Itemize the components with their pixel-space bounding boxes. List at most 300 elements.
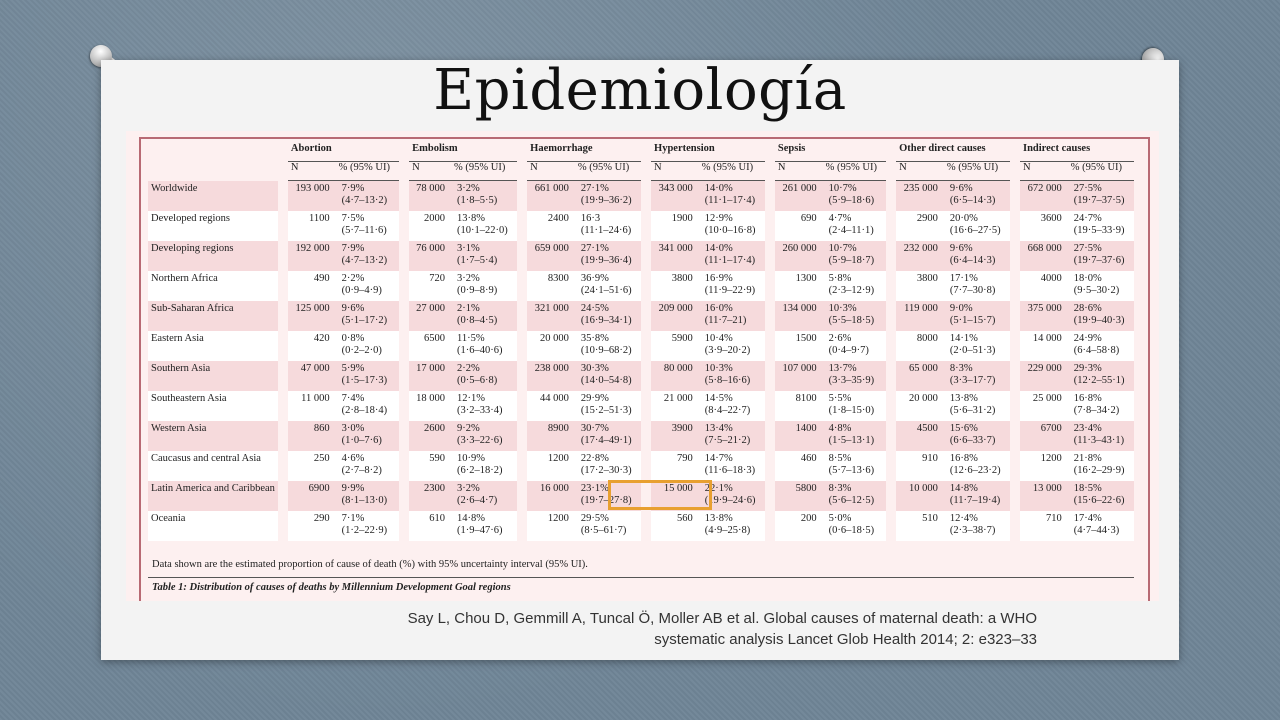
- cell-spacer: [886, 301, 896, 331]
- uncertainty-interval: (1·8–5·5): [457, 195, 498, 206]
- uncertainty-interval: (5·1–17·2): [341, 315, 388, 326]
- cell-spacer: [886, 361, 896, 391]
- percent-value: 14·1%: [949, 333, 978, 344]
- percent-value: 10·3%: [828, 303, 857, 314]
- uncertainty-interval: (14·0–54·8): [580, 375, 632, 386]
- header-spacer: [765, 143, 775, 162]
- percent-value: 3·2%: [457, 483, 480, 494]
- percent-cell: [451, 211, 517, 241]
- percent-value: 5·8%: [828, 273, 852, 284]
- uncertainty-interval: (6·4–58·8): [1073, 345, 1120, 356]
- table-row: [148, 181, 1134, 212]
- cell-spacer: [886, 451, 896, 481]
- percent-value: 2·2%: [341, 273, 365, 284]
- percent-value: 3·2%: [457, 273, 480, 284]
- region-name: Northern Africa: [148, 271, 278, 301]
- subheader-pct: % (95% UI): [336, 162, 399, 181]
- percent-value: 10·9%: [457, 453, 486, 464]
- percent-cell: [575, 451, 641, 481]
- region-name: Developed regions: [148, 211, 278, 241]
- percent-cell: [336, 451, 399, 481]
- cell-spacer: [517, 211, 527, 241]
- percent-value: 27·1%: [580, 183, 609, 194]
- cell-spacer: [399, 391, 409, 421]
- uncertainty-interval: (5·7–13·6): [828, 465, 875, 476]
- group-header: Embolism: [409, 143, 517, 162]
- percent-value: 17·4%: [1073, 513, 1102, 524]
- cell-spacer: [517, 241, 527, 271]
- percent-cell: [336, 391, 399, 421]
- region-name: Latin America and Caribbean: [148, 481, 278, 511]
- table-row: [148, 211, 1134, 241]
- percent-value: 28·6%: [1073, 303, 1102, 314]
- percent-value: 22·1%: [704, 483, 733, 494]
- cell-spacer: [1010, 271, 1020, 301]
- cell-spacer: [399, 301, 409, 331]
- percent-value: 10·3%: [704, 363, 733, 374]
- uncertainty-interval: (0·5–6·8): [457, 375, 498, 386]
- percent-value: 7·1%: [341, 513, 365, 524]
- count-cell: 192 000: [288, 241, 336, 271]
- count-cell: 15 000: [651, 481, 699, 511]
- count-cell: 20 000: [527, 331, 575, 361]
- count-cell: 1100: [288, 211, 336, 241]
- count-cell: 11 000: [288, 391, 336, 421]
- cell-spacer: [765, 511, 775, 541]
- uncertainty-interval: (5·9–18·6): [828, 195, 875, 206]
- percent-value: 14·0%: [704, 243, 733, 254]
- cell-spacer: [278, 481, 288, 511]
- uncertainty-interval: (1·0–7·6): [341, 435, 382, 446]
- table-row: [148, 271, 1134, 301]
- count-cell: 17 000: [409, 361, 451, 391]
- percent-cell: [575, 271, 641, 301]
- uncertainty-interval: (19·9–40·3): [1073, 315, 1125, 326]
- reference-citation: [250, 608, 1037, 650]
- percent-value: 9·2%: [457, 423, 480, 434]
- percent-cell: [823, 301, 886, 331]
- percent-value: 5·0%: [828, 513, 852, 524]
- cell-spacer: [399, 211, 409, 241]
- percent-cell: [336, 211, 399, 241]
- cell-spacer: [278, 511, 288, 541]
- percent-value: 10·7%: [828, 183, 857, 194]
- count-cell: 420: [288, 331, 336, 361]
- count-cell: 13 000: [1020, 481, 1068, 511]
- header-spacer: [1010, 143, 1020, 162]
- percent-cell: [823, 271, 886, 301]
- percent-value: 14·8%: [949, 483, 978, 494]
- cell-spacer: [641, 331, 651, 361]
- region-name: Southeastern Asia: [148, 391, 278, 421]
- group-header: Haemorrhage: [527, 143, 641, 162]
- count-cell: 25 000: [1020, 391, 1068, 421]
- region-subheader-blank: [148, 162, 278, 181]
- count-cell: 2400: [527, 211, 575, 241]
- subheader-n: N: [527, 162, 575, 181]
- count-cell: 260 000: [775, 241, 823, 271]
- cell-spacer: [278, 391, 288, 421]
- uncertainty-interval: (2·8–18·4): [341, 405, 388, 416]
- reference-line-1: Say L, Chou D, Gemmill A, Tuncal Ö, Moller AB et al. Global causes of maternal death: a WHO: [407, 610, 1037, 627]
- cell-spacer: [886, 331, 896, 361]
- table-row: [148, 391, 1134, 421]
- percent-cell: [575, 301, 641, 331]
- uncertainty-interval: (10·0–16·8): [704, 225, 756, 236]
- percent-value: 2·6%: [828, 333, 852, 344]
- percent-value: 9·9%: [341, 483, 365, 494]
- percent-cell: [336, 361, 399, 391]
- percent-cell: [1068, 451, 1134, 481]
- cell-spacer: [278, 451, 288, 481]
- percent-value: 35·8%: [580, 333, 609, 344]
- percent-value: 5·5%: [828, 393, 852, 404]
- count-cell: 193 000: [288, 181, 336, 212]
- count-cell: 321 000: [527, 301, 575, 331]
- count-cell: 209 000: [651, 301, 699, 331]
- percent-value: 20·0%: [949, 213, 978, 224]
- cell-spacer: [765, 331, 775, 361]
- percent-value: 0·8%: [341, 333, 365, 344]
- count-cell: 80 000: [651, 361, 699, 391]
- percent-cell: [944, 211, 1010, 241]
- uncertainty-interval: (4·7–13·2): [341, 195, 388, 206]
- cell-spacer: [765, 361, 775, 391]
- percent-cell: [823, 481, 886, 511]
- uncertainty-interval: (0·6–18·5): [828, 525, 875, 536]
- uncertainty-interval: (3·3–17·7): [949, 375, 996, 386]
- cell-spacer: [641, 421, 651, 451]
- count-cell: 10 000: [896, 481, 944, 511]
- percent-cell: [1068, 361, 1134, 391]
- percent-value: 17·1%: [949, 273, 978, 284]
- table-rule: [148, 577, 1134, 578]
- count-cell: 560: [651, 511, 699, 541]
- percent-cell: [699, 451, 765, 481]
- header-spacer: [399, 143, 409, 162]
- uncertainty-interval: (5·7–11·6): [341, 225, 387, 236]
- percent-cell: [575, 361, 641, 391]
- percent-cell: [944, 481, 1010, 511]
- count-cell: 8300: [527, 271, 575, 301]
- cell-spacer: [278, 211, 288, 241]
- uncertainty-interval: (11·6–18·3): [704, 465, 756, 476]
- cell-spacer: [641, 301, 651, 331]
- count-cell: 2000: [409, 211, 451, 241]
- uncertainty-interval: (8·1–13·0): [341, 495, 388, 506]
- count-cell: 238 000: [527, 361, 575, 391]
- count-cell: 690: [775, 211, 823, 241]
- percent-value: 14·5%: [704, 393, 733, 404]
- percent-cell: [823, 391, 886, 421]
- cell-spacer: [765, 181, 775, 212]
- percent-cell: [575, 241, 641, 271]
- uncertainty-interval: (11·1–17·4): [704, 255, 756, 266]
- percent-cell: [944, 451, 1010, 481]
- count-cell: 790: [651, 451, 699, 481]
- count-cell: 1200: [527, 451, 575, 481]
- percent-value: 8·5%: [828, 453, 852, 464]
- percent-cell: [575, 181, 641, 212]
- percent-value: 24·9%: [1073, 333, 1102, 344]
- percent-cell: [699, 181, 765, 212]
- percent-value: 27·5%: [1073, 243, 1102, 254]
- cell-spacer: [517, 331, 527, 361]
- group-header: Indirect causes: [1020, 143, 1134, 162]
- uncertainty-interval: (1·7–5·4): [457, 255, 498, 266]
- percent-cell: [1068, 211, 1134, 241]
- percent-cell: [823, 511, 886, 541]
- table-row: [148, 511, 1134, 541]
- cell-spacer: [886, 271, 896, 301]
- percent-value: 9·6%: [341, 303, 365, 314]
- percent-value: 4·8%: [828, 423, 852, 434]
- cell-spacer: [1010, 241, 1020, 271]
- percent-value: 24·5%: [580, 303, 609, 314]
- percent-cell: [336, 331, 399, 361]
- cell-spacer: [641, 451, 651, 481]
- uncertainty-interval: (3·9–20·2): [704, 345, 751, 356]
- cell-spacer: [765, 271, 775, 301]
- count-cell: 2600: [409, 421, 451, 451]
- percent-cell: [575, 511, 641, 541]
- percent-value: 23·1%: [580, 483, 609, 494]
- uncertainty-interval: (2·6–4·7): [457, 495, 498, 506]
- percent-value: 21·8%: [1073, 453, 1102, 464]
- cell-spacer: [278, 271, 288, 301]
- percent-value: 10·4%: [704, 333, 733, 344]
- cell-spacer: [399, 481, 409, 511]
- cell-spacer: [886, 181, 896, 212]
- percent-value: 11·5%: [457, 333, 485, 344]
- percent-cell: [451, 481, 517, 511]
- percent-value: 13·8%: [704, 513, 733, 524]
- count-cell: 1200: [527, 511, 575, 541]
- cell-spacer: [1010, 421, 1020, 451]
- region-name: Caucasus and central Asia: [148, 451, 278, 481]
- region-name: Southern Asia: [148, 361, 278, 391]
- cell-spacer: [517, 361, 527, 391]
- count-cell: 659 000: [527, 241, 575, 271]
- percent-value: 16·3: [580, 213, 601, 224]
- percent-cell: [699, 361, 765, 391]
- uncertainty-interval: (1·9–47·6): [457, 525, 503, 536]
- percent-cell: [944, 181, 1010, 212]
- cell-spacer: [1010, 181, 1020, 212]
- percent-value: 27·5%: [1073, 183, 1102, 194]
- subheader-n: N: [1020, 162, 1068, 181]
- count-cell: 47 000: [288, 361, 336, 391]
- uncertainty-interval: (9·5–30·2): [1073, 285, 1120, 296]
- cell-spacer: [886, 241, 896, 271]
- count-cell: 235 000: [896, 181, 944, 212]
- percent-value: 4·6%: [341, 453, 365, 464]
- percent-value: 10·7%: [828, 243, 857, 254]
- cell-spacer: [517, 301, 527, 331]
- uncertainty-interval: (6·2–18·2): [457, 465, 503, 476]
- uncertainty-interval: (1·6–40·6): [457, 345, 503, 356]
- percent-cell: [823, 241, 886, 271]
- percent-value: 2·1%: [457, 303, 480, 314]
- subheader-spacer: [886, 162, 896, 181]
- percent-value: 8·3%: [949, 363, 973, 374]
- count-cell: 375 000: [1020, 301, 1068, 331]
- count-cell: 8900: [527, 421, 575, 451]
- percent-value: 16·8%: [949, 453, 978, 464]
- table-row: [148, 301, 1134, 331]
- count-cell: 2300: [409, 481, 451, 511]
- count-cell: 341 000: [651, 241, 699, 271]
- subheader-pct: % (95% UI): [575, 162, 641, 181]
- count-cell: 710: [1020, 511, 1068, 541]
- highlight-box: [608, 480, 712, 510]
- uncertainty-interval: (19·7–27·8): [580, 495, 632, 506]
- count-cell: 1400: [775, 421, 823, 451]
- count-cell: 1200: [1020, 451, 1068, 481]
- count-cell: 261 000: [775, 181, 823, 212]
- subheader-spacer: [641, 162, 651, 181]
- uncertainty-interval: (1·5–13·1): [828, 435, 875, 446]
- uncertainty-interval: (1·5–17·3): [341, 375, 388, 386]
- cell-spacer: [765, 241, 775, 271]
- percent-cell: [451, 511, 517, 541]
- cell-spacer: [399, 361, 409, 391]
- count-cell: 3600: [1020, 211, 1068, 241]
- subheader-spacer: [399, 162, 409, 181]
- uncertainty-interval: (17·4–49·1): [580, 435, 632, 446]
- cell-spacer: [517, 481, 527, 511]
- sub-header-row: [148, 162, 1134, 181]
- group-header: Sepsis: [775, 143, 886, 162]
- percent-value: 12·9%: [704, 213, 733, 224]
- cell-spacer: [399, 511, 409, 541]
- count-cell: 3800: [651, 271, 699, 301]
- uncertainty-interval: (19·7–37·6): [1073, 255, 1125, 266]
- uncertainty-interval: (11·1–17·4): [704, 195, 756, 206]
- cell-spacer: [641, 511, 651, 541]
- subheader-pct: % (95% UI): [451, 162, 517, 181]
- cell-spacer: [278, 331, 288, 361]
- percent-value: 27·1%: [580, 243, 609, 254]
- count-cell: 510: [896, 511, 944, 541]
- cell-spacer: [399, 181, 409, 212]
- uncertainty-interval: (5·8–16·6): [704, 375, 751, 386]
- cell-spacer: [765, 301, 775, 331]
- count-cell: 460: [775, 451, 823, 481]
- subheader-n: N: [896, 162, 944, 181]
- table-row: [148, 421, 1134, 451]
- percent-cell: [699, 511, 765, 541]
- uncertainty-interval: (8·5–61·7): [580, 525, 627, 536]
- count-cell: 134 000: [775, 301, 823, 331]
- cell-spacer: [765, 421, 775, 451]
- percent-cell: [699, 301, 765, 331]
- count-cell: 668 000: [1020, 241, 1068, 271]
- uncertainty-interval: (5·5–18·5): [828, 315, 875, 326]
- table-row: [148, 361, 1134, 391]
- uncertainty-interval: (1·2–22·9): [341, 525, 388, 536]
- percent-cell: [1068, 421, 1134, 451]
- percent-cell: [699, 331, 765, 361]
- percent-value: 3·1%: [457, 243, 480, 254]
- percent-cell: [1068, 511, 1134, 541]
- cell-spacer: [641, 181, 651, 212]
- group-header: Hypertension: [651, 143, 765, 162]
- percent-value: 14·0%: [704, 183, 733, 194]
- cell-spacer: [641, 361, 651, 391]
- count-cell: 490: [288, 271, 336, 301]
- percent-value: 3·0%: [341, 423, 365, 434]
- percent-cell: [699, 241, 765, 271]
- uncertainty-interval: (19·7–37·5): [1073, 195, 1125, 206]
- cell-spacer: [399, 331, 409, 361]
- percent-cell: [944, 241, 1010, 271]
- percent-value: 13·7%: [828, 363, 857, 374]
- percent-value: 18·0%: [1073, 273, 1102, 284]
- percent-cell: [823, 181, 886, 212]
- count-cell: 2900: [896, 211, 944, 241]
- count-cell: 661 000: [527, 181, 575, 212]
- header-spacer: [517, 143, 527, 162]
- percent-cell: [336, 181, 399, 212]
- count-cell: 107 000: [775, 361, 823, 391]
- uncertainty-interval: (11·7–21): [704, 315, 747, 326]
- uncertainty-interval: (3·2–33·4): [457, 405, 503, 416]
- uncertainty-interval: (3·3–22·6): [457, 435, 503, 446]
- percent-value: 15·6%: [949, 423, 978, 434]
- count-cell: 232 000: [896, 241, 944, 271]
- count-cell: 16 000: [527, 481, 575, 511]
- uncertainty-interval: (4·7–13·2): [341, 255, 388, 266]
- percent-value: 36·9%: [580, 273, 609, 284]
- header-spacer: [886, 143, 896, 162]
- percent-value: 2·2%: [457, 363, 480, 374]
- percent-cell: [944, 271, 1010, 301]
- count-cell: 27 000: [409, 301, 451, 331]
- table-caption: [152, 582, 511, 593]
- cell-spacer: [399, 271, 409, 301]
- cell-spacer: [278, 361, 288, 391]
- subheader-pct: % (95% UI): [1068, 162, 1134, 181]
- count-cell: 44 000: [527, 391, 575, 421]
- percent-cell: [823, 211, 886, 241]
- uncertainty-interval: (8·4–22·7): [704, 405, 751, 416]
- slide-title: Epidemiología: [433, 58, 847, 123]
- reference-line-2: systematic analysis Lancet Glob Health 2014; 2: e323–33: [654, 631, 1037, 648]
- cell-spacer: [886, 481, 896, 511]
- percent-value: 16·9%: [704, 273, 733, 284]
- cell-spacer: [517, 271, 527, 301]
- cell-spacer: [1010, 391, 1020, 421]
- uncertainty-interval: (4·7–44·3): [1073, 525, 1120, 536]
- percent-cell: [451, 301, 517, 331]
- uncertainty-interval: (16·6–27·5): [949, 225, 1001, 236]
- cell-spacer: [517, 511, 527, 541]
- uncertainty-interval: (0·9–8·9): [457, 285, 498, 296]
- percent-value: 13·8%: [949, 393, 978, 404]
- count-cell: 250: [288, 451, 336, 481]
- subheader-pct: % (95% UI): [823, 162, 886, 181]
- subheader-spacer: [278, 162, 288, 181]
- count-cell: 8100: [775, 391, 823, 421]
- uncertainty-interval: (19·5–33·9): [1073, 225, 1125, 236]
- uncertainty-interval: (10·9–68·2): [580, 345, 632, 356]
- uncertainty-interval: (6·6–33·7): [949, 435, 996, 446]
- uncertainty-interval: (5·1–15·7): [949, 315, 996, 326]
- uncertainty-interval: (0·9–4·9): [341, 285, 382, 296]
- count-cell: 860: [288, 421, 336, 451]
- count-cell: 78 000: [409, 181, 451, 212]
